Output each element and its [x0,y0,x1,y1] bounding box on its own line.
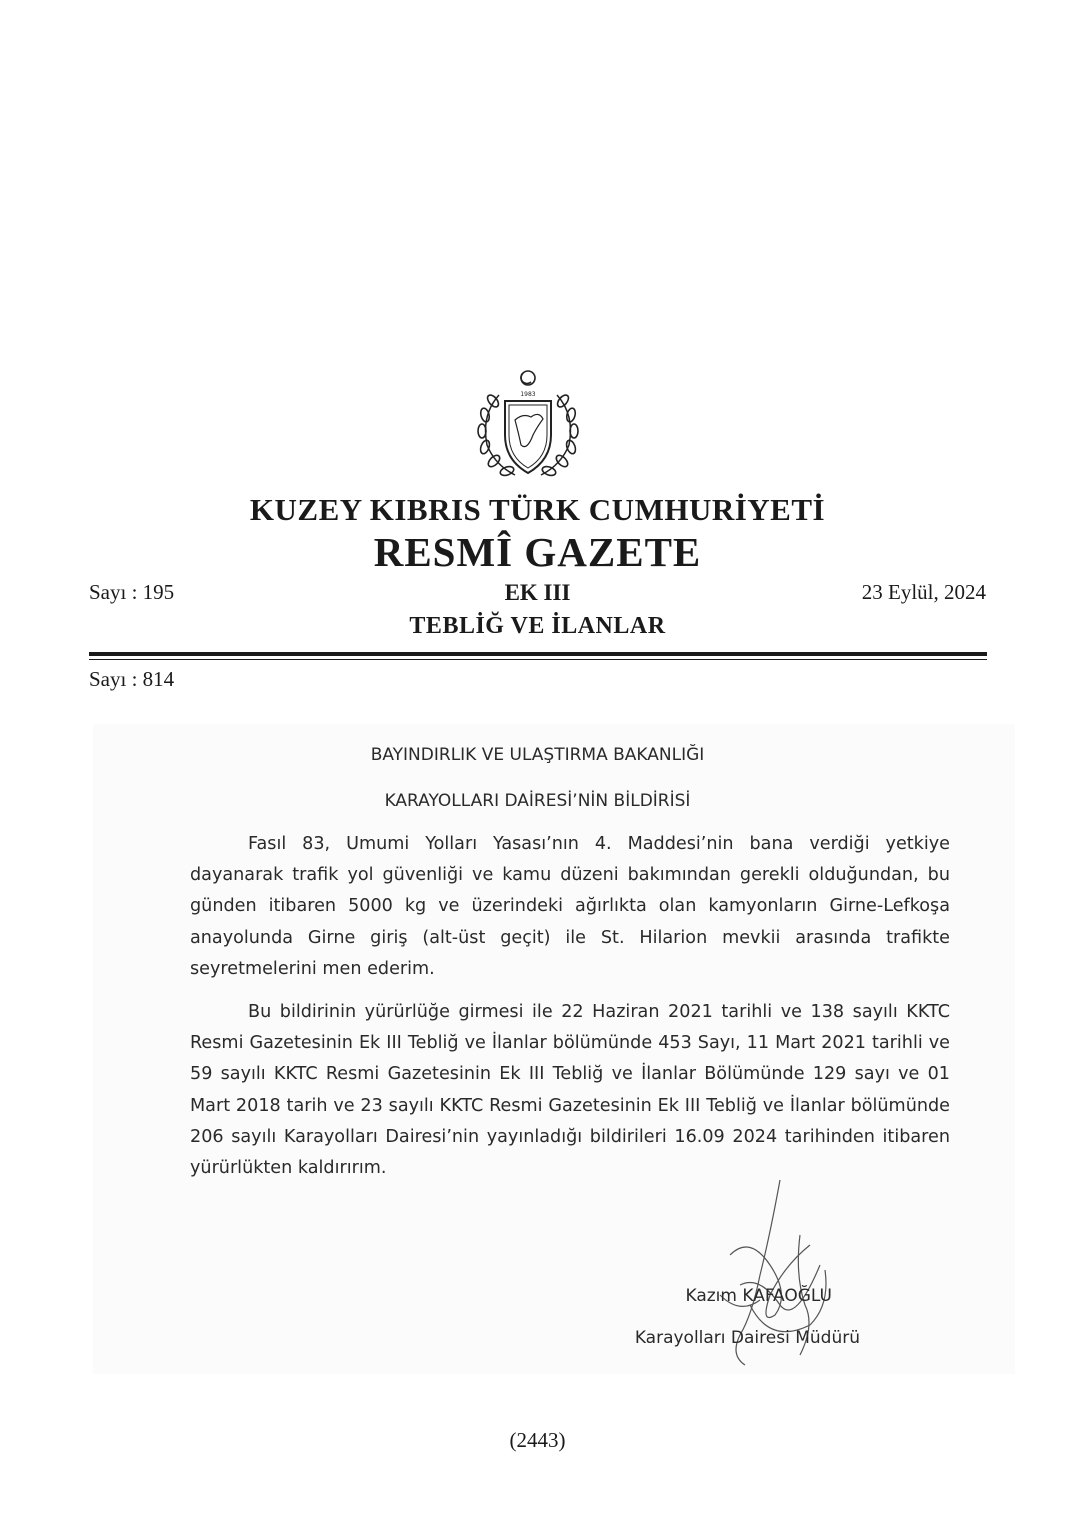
notice-paragraph: Fasıl 83, Umumi Yolları Yasası’nın 4. Maddesi’nin bana verdiği yetkiye dayanarak trafik yol güvenliği ve kamu düzeni bakımından gerekli olduğundan, bu günden itibaren 5000 kg ve üzerindeki ağırlıkta olan kamyonların Girne-Lefkoşa anayolunda Girne giriş (alt-üst geçit) ile St. Hilarion mevkii arasında trafikte seyretmelerini men ederim. [190,834,950,979]
page-number: (2443) [509,1428,566,1452]
notice-number: Sayı : 814 [89,667,175,691]
header-rule-thick [89,652,987,656]
issue-date: 23 Eylül, 2024 [861,580,986,604]
emblem-year: 1983 [520,391,536,398]
state-emblem [465,365,591,485]
issue-number: Sayı : 195 [89,580,175,604]
signer-name: Kazım KAFAOĞLU [685,1286,832,1306]
notice-paragraph: Bu bildirinin yürürlüğe girmesi ile 22 Haziran 2021 tarihli ve 138 sayılı KKTC Resmi Gazetesinin Ek III Tebliğ ve İlanlar bölümünde 453 Sayı, 11 Mart 2021 tarihli ve 59 sayılı KKTC Resmi Gazetesinin Ek III Tebliğ ve İlanlar Bölümünde 129 sayı ve 01 Mart 2018 tarih ve 23 sayılı KKTC Resmi Gazetesinin Ek III Tebliğ ve İlanlar bölümünde 206 sayılı Karayolları Dairesi’nin yayınladığı bildirileri 16.09 2024 tarihinden itibaren yürürlükten kaldırırım. [190,1002,950,1179]
country-name: KUZEY KIBRIS TÜRK CUMHURİYETİ [249,492,826,527]
header-rule-thin [89,659,987,660]
signer-title: Karayolları Dairesi Müdürü [634,1328,860,1348]
ministry-title: BAYINDIRLIK VE ULAŞTIRMA BAKANLIĞI [370,745,705,765]
department-title: KARAYOLLARI DAİRESİ’NİN BİLDİRİSİ [384,791,691,811]
gazette-title: RESMÎ GAZETE [373,529,702,575]
section-title: TEBLİĞ VE İLANLAR [409,613,666,639]
supplement-label: EK III [504,580,571,605]
